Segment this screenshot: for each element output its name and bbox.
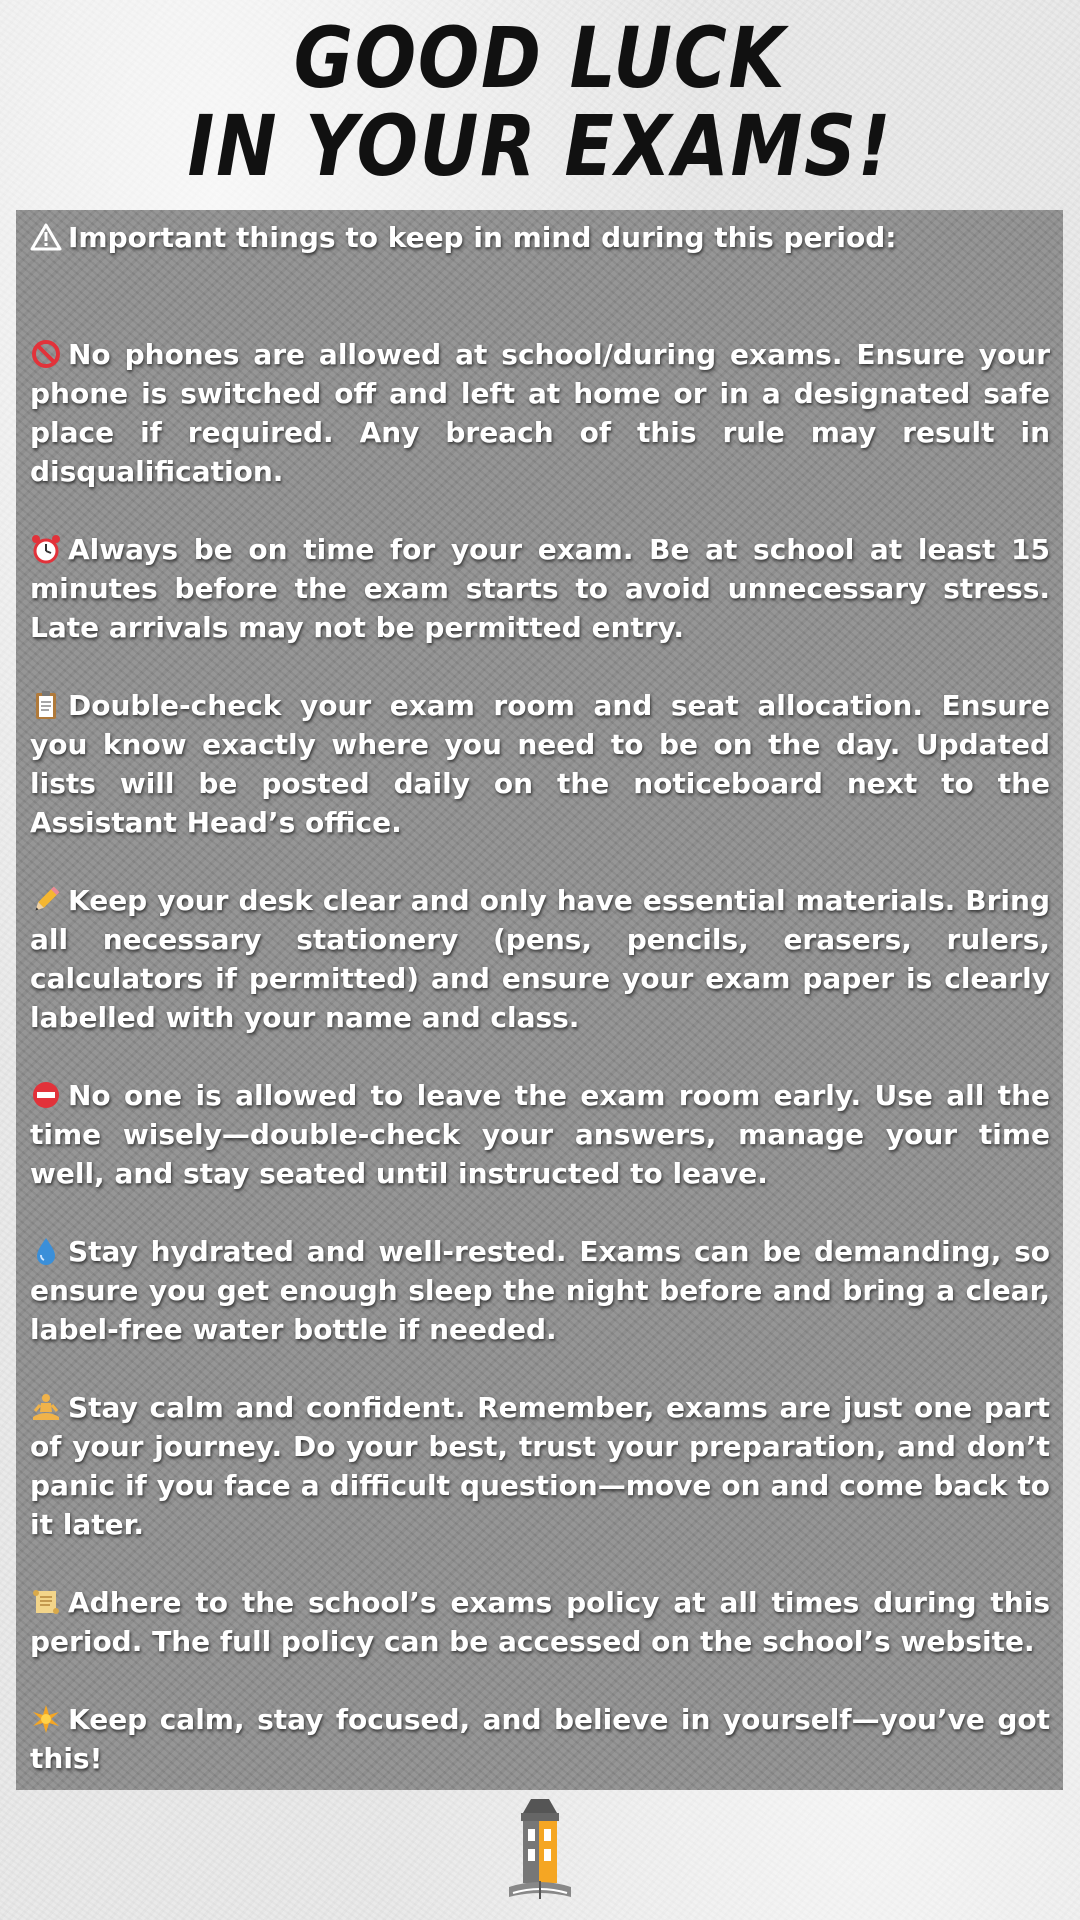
list-item-text: Double-check your exam room and seat allocation. Ensure you know exactly where you need to be on the day. Updated lists will be posted daily on the noticeboard next to the Assistant Head’s office.	[30, 689, 1050, 839]
sparkle-icon	[30, 1704, 62, 1734]
list-item-text: No one is allowed to leave the exam room early. Use all the time wisely—double-check your answers, manage your time well, and stay seated until instructed to leave.	[30, 1079, 1050, 1190]
warning-icon	[30, 222, 62, 252]
pencil-icon	[30, 885, 62, 915]
list-item	[30, 335, 1050, 491]
list-item-text: Keep your desk clear and only have essential materials. Bring all necessary stationery (pens, pencils, erasers, rulers, calculators if permitted) and ensure your exam paper is clearly labelled with your name and class.	[30, 884, 1050, 1034]
clipboard-icon	[30, 690, 62, 720]
title-line-1: GOOD LUCK	[293, 9, 787, 107]
meditation-icon	[30, 1392, 62, 1422]
alarm-clock-icon	[30, 534, 62, 564]
list-item-text: Always be on time for your exam. Be at school at least 15 minutes before the exam starts to avoid unnecessary stress. Late arrivals may not be permitted entry.	[30, 533, 1050, 644]
list-item-text: Stay hydrated and well-rested. Exams can be demanding, so ensure you get enough sleep the night before and bring a clear, label-free water bottle if needed.	[30, 1235, 1050, 1346]
list-item-text: No phones are allowed at school/during exams. Ensure your phone is switched off and left at home or in a designated safe place if required. Any breach of this rule may result in disqualification.	[30, 338, 1050, 488]
list-item	[30, 1388, 1050, 1544]
list-item-text: Keep calm, stay focused, and believe in yourself—you’ve got this!	[30, 1703, 1050, 1775]
list-item	[30, 881, 1050, 1037]
no-entry-icon	[30, 1080, 62, 1110]
list-item	[30, 530, 1050, 647]
notice-panel	[16, 210, 1063, 1790]
list-item	[30, 686, 1050, 842]
intro-text: Important things to keep in mind during this period:	[68, 221, 897, 254]
title-line-2: IN YOUR EXAMS!	[187, 97, 893, 195]
scroll-icon	[30, 1587, 62, 1617]
list-item	[30, 1076, 1050, 1193]
list-item-text: Adhere to the school’s exams policy at all times during this period. The full policy can be accessed on the school’s website.	[30, 1586, 1050, 1658]
droplet-icon	[30, 1236, 62, 1266]
school-logo	[501, 1797, 579, 1907]
intro-line	[30, 218, 1050, 257]
list-item-text: Stay calm and confident. Remember, exams are just one part of your journey. Do your best, trust your preparation, and don’t panic if you face a difficult question—move on and come back to it later.	[30, 1391, 1050, 1541]
page-title	[76, 9, 1005, 195]
list-item	[30, 1232, 1050, 1349]
list-item	[30, 1700, 1050, 1778]
list-item	[30, 1583, 1050, 1661]
prohibited-icon	[30, 339, 62, 369]
